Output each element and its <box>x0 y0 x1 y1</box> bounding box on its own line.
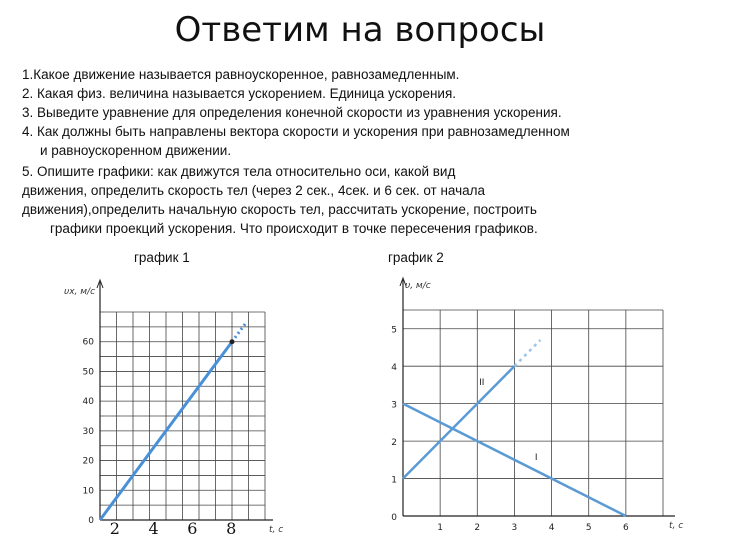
question-4: 4. Как должны быть направлены вектора скорости и ускорения при равнозамедленном <box>22 124 570 139</box>
series-II-line <box>403 366 514 478</box>
question-5-line-4: графики проекций ускорения. Что происходит в точке пересечения графиков. <box>50 221 538 236</box>
y-tick-label: 50 <box>82 367 94 378</box>
end-point <box>230 339 235 344</box>
y-tick-label: 5 <box>391 325 397 336</box>
graph1-caption: график 1 <box>134 250 190 265</box>
y-tick-label: 60 <box>82 337 94 348</box>
x-tick-label: 6 <box>622 523 629 533</box>
x-tick-label: 4 <box>148 519 159 538</box>
question-3: 3. Выведите уравнение для определения конечной скорости из уравнения ускорения. <box>22 105 562 120</box>
y-tick-label: 4 <box>391 363 397 374</box>
x-tick-label: 3 <box>511 523 518 533</box>
question-4-cont: и равноускоренном движении. <box>40 143 232 158</box>
y-tick-label: 20 <box>82 456 94 467</box>
series-extension <box>232 322 247 342</box>
y-tick-label: 30 <box>82 426 94 437</box>
y-tick-label: 1 <box>391 475 397 486</box>
question-2: 2. Какая физ. величина называется ускорением. Единица ускорения. <box>22 86 457 101</box>
y-tick-label: 0 <box>391 513 397 523</box>
question-5-line-2: движения, определить скорость тел (через 2 сек., 4сек. и 6 сек. от начала <box>22 183 486 198</box>
x-tick-label: 2 <box>109 519 120 538</box>
y-tick-label: 40 <box>82 397 94 408</box>
x-tick-label: 1 <box>437 523 444 533</box>
y-tick-label: 3 <box>391 400 397 411</box>
series-II-label: II <box>479 377 485 388</box>
question-5: 5. Опишите графики: как движутся тела относительно оси, какой вид <box>22 164 456 179</box>
question-5-line-3: движения),определить начальную скорость тел, рассчитать ускорение, построить <box>22 202 537 217</box>
x-tick-label: 8 <box>226 519 237 538</box>
y-tick-label: 10 <box>82 486 94 497</box>
y-tick-label: 0 <box>88 516 94 526</box>
x-axis-label: t, с <box>669 521 684 531</box>
graph1-chart <box>60 270 284 538</box>
x-axis-label: t, с <box>269 525 284 535</box>
x-tick-label: 5 <box>585 523 592 533</box>
series-II-extension <box>514 340 540 366</box>
page-title: Ответим на вопросы <box>174 10 546 50</box>
graph2-caption: график 2 <box>388 250 444 265</box>
y-axis-label: υ, м/с <box>405 281 431 291</box>
series-I-label: I <box>534 452 538 463</box>
y-axis-label: υx, м/с <box>64 287 96 297</box>
x-tick-label: 6 <box>187 519 198 538</box>
y-tick-label: 2 <box>391 438 397 449</box>
graph2-chart <box>365 270 695 540</box>
x-tick-label: 2 <box>474 523 481 533</box>
question-1: 1.Какое движение называется равноускоренное, равнозамедленным. <box>22 67 460 82</box>
x-tick-label: 4 <box>548 523 555 533</box>
